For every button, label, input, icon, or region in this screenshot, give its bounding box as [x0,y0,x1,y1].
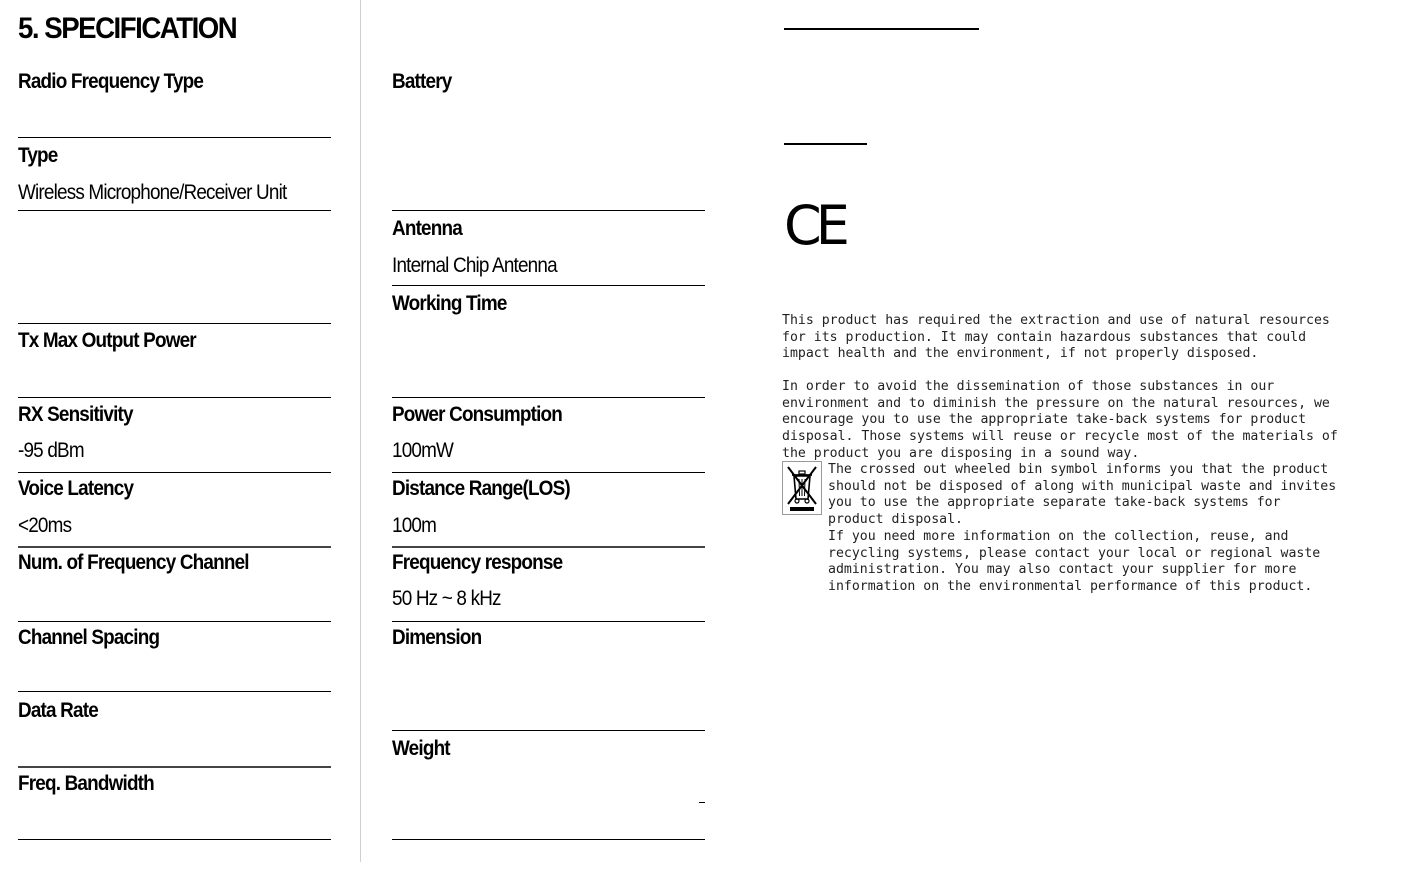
divider-rule [18,621,331,622]
divider-rule [392,397,705,398]
divider-rule [392,621,705,622]
divider-rule [18,691,331,692]
divider-rule [18,323,331,324]
divider-rule [18,137,331,138]
divider-rule [392,472,705,473]
antenna-label: Antenna [392,217,462,240]
channel-spacing-label: Channel Spacing [18,626,160,649]
divider-rule [18,397,331,398]
distance-range-value: 100m [392,514,437,537]
radio-frequency-type-label: Radio Frequency Type [18,70,204,93]
power-consumption-label: Power Consumption [392,403,562,426]
disposal-paragraph-1: This product has required the extraction and use of natural resources for its production. It may contain hazardous substances that could impact health and the environment, if not properly disposed. [782,313,1330,362]
rx-sensitivity-value: -95 dBm [18,439,84,462]
rx-sensitivity-label: RX Sensitivity [18,403,133,426]
header-rule [784,28,979,30]
header-rule [784,143,867,145]
antenna-value: Internal Chip Antenna [392,254,557,277]
frequency-response-value: 50 Hz ~ 8 kHz [392,587,501,610]
power-consumption-value: 100mW [392,439,454,462]
data-rate-label: Data Rate [18,699,98,722]
divider-rule [392,546,705,548]
divider-rule [18,546,331,548]
type-label: Type [18,144,58,167]
type-value: Wireless Microphone/Receiver Unit [18,181,287,204]
working-time-label: Working Time [392,292,507,315]
crossed-bin-icon [782,461,822,515]
disposal-paragraph-2: In order to avoid the dissemination of those substances in our environment and to diminish the pressure on the natural resources, we encourage you to use the appropriate take-back systems for product disposal. Those systems will reuse or recycle most of the materials of the product you are disposing in a sound way. [782,379,1338,461]
divider-rule [18,839,331,840]
num-frequency-channel-label: Num. of Frequency Channel [18,551,249,574]
divider-rule [392,210,705,211]
freq-bandwidth-label: Freq. Bandwidth [18,772,154,795]
more-info-paragraph: If you need more information on the collection, reuse, and recycling systems, please contact your local or regional waste administration. You may also contact your supplier for more information on the environmental performance of this product. [828,529,1321,595]
voice-latency-value: <20ms [18,514,72,537]
page-title: 5. SPECIFICATION [18,12,237,45]
weight-label: Weight [392,737,450,760]
bin-symbol-paragraph: The crossed out wheeled bin symbol informs you that the product should not be disposed of along with municipal waste and invites you to use the appropriate separate take-back systems for product disposal. [828,462,1337,528]
battery-label: Battery [392,70,452,93]
divider-rule [392,285,705,286]
dash-mark [699,802,705,803]
voice-latency-label: Voice Latency [18,477,134,500]
tx-max-output-power-label: Tx Max Output Power [18,329,196,352]
ce-mark-logo: CE [784,194,844,257]
divider-rule [18,766,331,768]
divider-rule [18,210,331,211]
column-divider [360,0,361,862]
distance-range-label: Distance Range(LOS) [392,477,570,500]
divider-rule [392,839,705,840]
dimension-label: Dimension [392,626,482,649]
frequency-response-label: Frequency response [392,551,563,574]
divider-rule [18,472,331,473]
divider-rule [392,730,705,731]
